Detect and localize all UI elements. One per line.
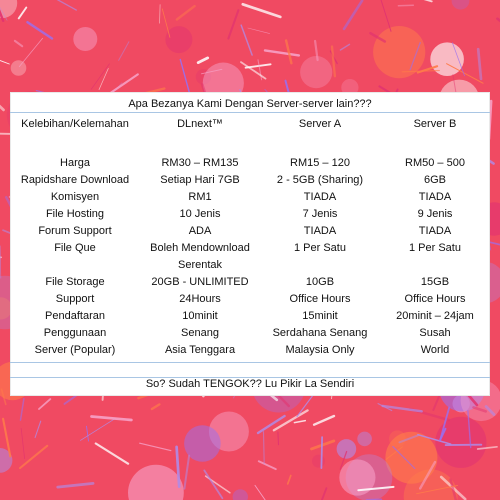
spacer-row <box>10 133 490 155</box>
row-label: Support <box>55 293 95 305</box>
table-cell: TIADA <box>418 191 452 203</box>
column-header: Server A <box>298 118 342 130</box>
table-cell: TIADA <box>418 225 452 237</box>
table-row <box>10 342 490 359</box>
row-label: File Que <box>54 242 96 254</box>
table-cell: 10 Jenis <box>179 208 221 220</box>
table-cell: TIADA <box>303 225 337 237</box>
title-separator <box>10 112 490 113</box>
table-cell: 15minit <box>302 310 338 322</box>
row-label: Komisyen <box>50 191 100 203</box>
table-cell: 15GB <box>420 276 450 288</box>
table-cell: 7 Jenis <box>302 208 338 220</box>
table-cell: TIADA <box>303 191 337 203</box>
column-header: DLnext™ <box>177 118 223 130</box>
table-cell: 20minit – 24jam <box>396 310 474 322</box>
row-label: Server (Popular) <box>34 344 116 356</box>
row-label: Penggunaan <box>43 327 107 339</box>
table-cell: Susah <box>419 327 451 339</box>
table-cell: Boleh Mendownload Serentak <box>150 242 250 271</box>
table-cell: 20GB - UNLIMITED <box>151 276 249 288</box>
table-cell: 9 Jenis <box>417 208 453 220</box>
table-row <box>10 206 490 223</box>
table-cell: RM30 – RM135 <box>161 157 239 169</box>
table-row <box>10 240 490 274</box>
row-label: File Storage <box>45 276 105 288</box>
row-label: Rapidshare Download <box>20 174 130 186</box>
table-cell: 24Hours <box>179 293 221 305</box>
table-row <box>10 189 490 206</box>
table-cell: 10GB <box>305 276 335 288</box>
table-cell: ADA <box>188 225 212 237</box>
table-cell: RM50 – 500 <box>405 157 465 169</box>
table-row <box>10 223 490 240</box>
row-label: File Hosting <box>45 208 105 220</box>
table-row <box>10 325 490 342</box>
table-cell: 1 Per Satu <box>409 242 461 254</box>
table-cell: Serdahana Senang <box>272 327 368 339</box>
row-label: Harga <box>60 157 90 169</box>
table-cell: World <box>420 344 450 356</box>
table-cell: Setiap Hari 7GB <box>160 174 240 186</box>
table-cell: Malaysia Only <box>285 344 355 356</box>
table-cell: Office Hours <box>404 293 466 305</box>
table-row <box>10 274 490 291</box>
table-cell: Office Hours <box>289 293 351 305</box>
table-cell: RM15 – 120 <box>290 157 350 169</box>
panel-title: Apa Bezanya Kami Dengan Server-server lain??? <box>128 98 372 110</box>
table-row <box>10 291 490 308</box>
column-header: Kelebihan/Kelemahan <box>21 118 129 130</box>
table-cell: 1 Per Satu <box>294 242 346 254</box>
table-row <box>10 172 490 189</box>
footer-note: So? Sudah TENGOK?? Lu Pikir La Sendiri <box>145 378 355 390</box>
footer-separator-top <box>10 362 490 363</box>
comparison-panel <box>10 92 490 396</box>
table-cell: Senang <box>181 327 219 339</box>
comparison-table <box>10 116 490 359</box>
table-cell: Asia Tenggara <box>164 344 236 356</box>
table-cell: 10minit <box>182 310 218 322</box>
column-header: Server B <box>413 118 457 130</box>
table-cell: 6GB <box>423 174 446 186</box>
table-row <box>10 308 490 325</box>
table-header-row <box>10 116 490 133</box>
table-cell: 2 - 5GB (Sharing) <box>276 174 364 186</box>
table-row <box>10 155 490 172</box>
table-cell: RM1 <box>188 191 212 203</box>
row-label: Forum Support <box>38 225 112 237</box>
row-label: Pendaftaran <box>45 310 105 322</box>
